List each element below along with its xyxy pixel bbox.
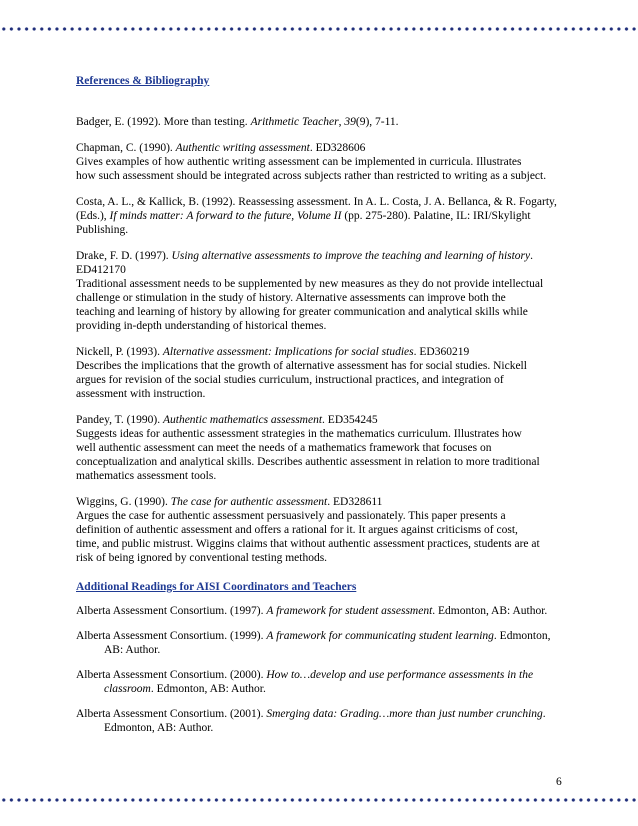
reading-item bbox=[76, 604, 566, 618]
reference-pandey bbox=[76, 413, 566, 483]
citation-text: , bbox=[338, 116, 345, 128]
annotation-line: well authentic assessment can meet the needs of a mathematics framework that focuses on bbox=[76, 442, 492, 454]
reading-item bbox=[76, 707, 566, 735]
reading-item bbox=[76, 629, 566, 657]
citation-text: . Edmonton, AB: Author. bbox=[104, 708, 546, 734]
citation-text: Alberta Assessment Consortium. (2001). bbox=[76, 708, 267, 720]
citation-title: The case for authentic assessment bbox=[170, 496, 328, 508]
citation-text: (Eds.), bbox=[76, 210, 110, 222]
citation-text: . bbox=[530, 250, 534, 262]
citation-text: Wiggins, G. (1990). bbox=[76, 496, 171, 508]
references-heading: References & Bibliography bbox=[76, 75, 210, 87]
annotation-line: teaching and learning of history by allowing for greater communication and analytical skills while bbox=[76, 306, 528, 318]
citation-text: Publishing. bbox=[76, 224, 129, 236]
annotation-line: challenge or stimulation in the study of history. Alternative assessments can improve both the bbox=[76, 292, 506, 304]
citation-title: Alternative assessment: Implications for social studies bbox=[162, 346, 414, 358]
annotation-line: conceptualization and analytical skills. Describes authentic assessment in relation to more traditional bbox=[76, 456, 540, 468]
annotation-line: argues for revision of the social studies curriculum, instructional practices, and integration of bbox=[76, 374, 504, 386]
reference-chapman bbox=[76, 141, 566, 183]
reference-costa bbox=[76, 195, 566, 237]
annotation-line: Describes the implications that the growth of alternative assessment has for social studies. Nickell bbox=[76, 360, 527, 372]
citation-title: A framework for student assessment bbox=[266, 605, 433, 617]
citation-text: . Edmonton, AB: Author. bbox=[150, 683, 266, 695]
annotation-line: risk of being ignored by conventional testing methods. bbox=[76, 552, 328, 564]
bottom-dotted-border bbox=[0, 797, 638, 803]
reference-badger bbox=[76, 115, 566, 129]
citation-text: (9), 7-11. bbox=[355, 116, 399, 128]
citation-title: Arithmetic Teacher bbox=[250, 116, 339, 128]
page-content bbox=[76, 74, 566, 746]
page-number: 6 bbox=[556, 776, 562, 788]
citation-text: Pandey, T. (1990). bbox=[76, 414, 163, 426]
citation-title: How to…develop and use performance assessments in the classroom bbox=[104, 669, 534, 695]
annotation-line: how such assessment should be integrated across subjects rather than restricted to writing as a subject. bbox=[76, 170, 547, 182]
citation-title: A framework for communicating student learning bbox=[266, 630, 494, 642]
citation-text: . ED354245 bbox=[322, 414, 378, 426]
annotation-line: Traditional assessment needs to be supplemented by new measures as they do not provide intellectual bbox=[76, 278, 544, 290]
annotation-line: Gives examples of how authentic writing assessment can be implemented in curricula. Illustrates bbox=[76, 156, 522, 168]
citation-text: . ED328611 bbox=[327, 496, 383, 508]
citation-text: Nickell, P. (1993). bbox=[76, 346, 163, 358]
reference-drake bbox=[76, 249, 566, 333]
citation-text: Alberta Assessment Consortium. (2000). bbox=[76, 669, 267, 681]
reading-item bbox=[76, 668, 566, 696]
reference-nickell bbox=[76, 345, 566, 401]
citation-text: Chapman, C. (1990). bbox=[76, 142, 176, 154]
citation-text: . Edmonton, AB: Author. bbox=[432, 605, 548, 617]
annotation-line: time, and public mistrust. Wiggins claims that without authentic assessment practices, students are at bbox=[76, 538, 540, 550]
citation-title: Authentic writing assessment bbox=[175, 142, 310, 154]
citation-title: Authentic mathematics assessment bbox=[162, 414, 323, 426]
citation-text: Alberta Assessment Consortium. (1999). bbox=[76, 630, 267, 642]
citation-text: . ED360219 bbox=[413, 346, 470, 358]
citation-title: Using alternative assessments to improve the teaching and learning of history bbox=[171, 250, 531, 262]
citation-text: . ED328606 bbox=[309, 142, 366, 154]
annotation-line: providing in-depth understanding of historical themes. bbox=[76, 320, 327, 332]
additional-readings-heading: Additional Readings for AISI Coordinators and Teachers bbox=[76, 581, 357, 593]
citation-text: (pp. 275-280). Palatine, IL: IRI/Skylight bbox=[341, 210, 531, 222]
top-dotted-border bbox=[0, 26, 638, 32]
citation-title: Smerging data: Grading…more than just number crunching bbox=[266, 708, 543, 720]
citation-text: ED412170 bbox=[76, 264, 126, 276]
citation-title: If minds matter: A forward to the future, Volume II bbox=[109, 210, 342, 222]
citation-volume: 39 bbox=[344, 116, 356, 128]
annotation-line: assessment with instruction. bbox=[76, 388, 206, 400]
annotation-line: mathematics assessment tools. bbox=[76, 470, 217, 482]
annotation-line: Suggests ideas for authentic assessment strategies in the mathematics curriculum. Illustrates how bbox=[76, 428, 522, 440]
citation-text: Alberta Assessment Consortium. (1997). bbox=[76, 605, 267, 617]
citation-text: . Edmonton, AB: Author. bbox=[104, 630, 551, 656]
reference-wiggins bbox=[76, 495, 566, 565]
annotation-line: Argues the case for authentic assessment persuasively and passionately. This paper presents a bbox=[76, 510, 506, 522]
citation-text: Drake, F. D. (1997). bbox=[76, 250, 172, 262]
citation-text: Costa, A. L., & Kallick, B. (1992). Reassessing assessment. In A. L. Costa, J. A. Bellanca, & R. Fogarty, bbox=[76, 196, 557, 208]
annotation-line: definition of authentic assessment and offers a rational for it. It argues against criticisms of cost, bbox=[76, 524, 518, 536]
citation-text: Badger, E. (1992). More than testing. bbox=[76, 116, 251, 128]
